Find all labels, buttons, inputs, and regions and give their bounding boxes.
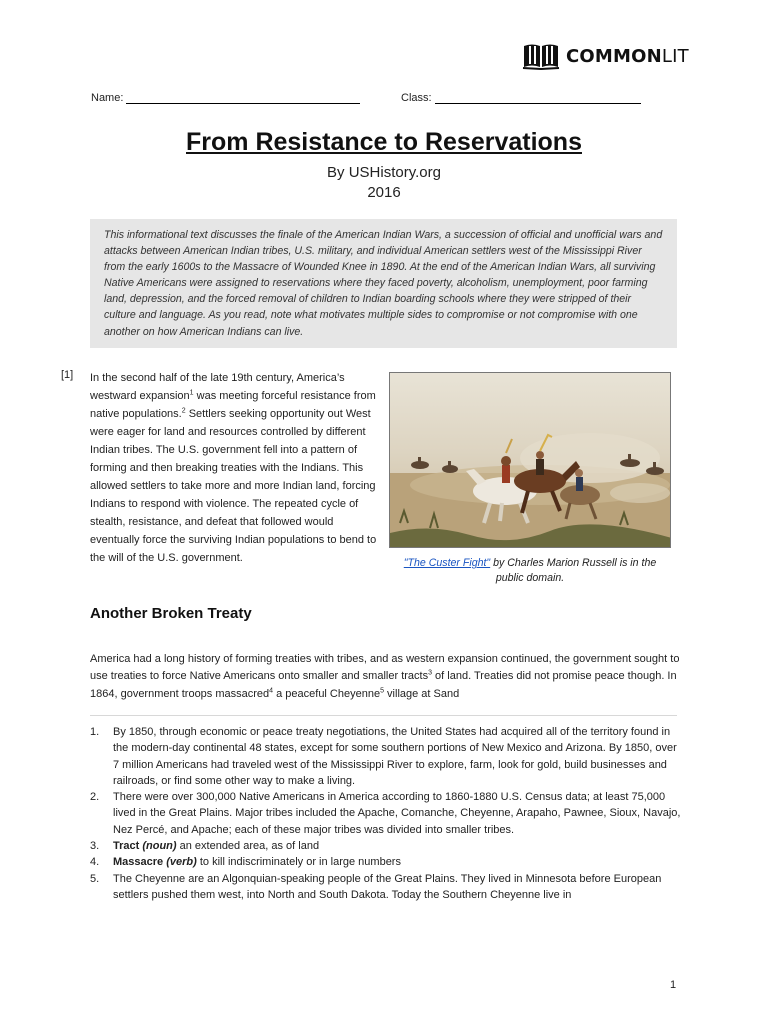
brand-name: COMMONLIT: [566, 45, 689, 67]
name-field[interactable]: [91, 91, 360, 104]
image-caption: "The Custer Fight" by Charles Marion Russell is in the public domain.: [403, 557, 657, 584]
commonlit-logo: [522, 42, 689, 70]
class-field[interactable]: [401, 91, 641, 104]
paragraph-2: America had a long history of forming treaties with tribes, and as western expansion continued, the government sought to use treaties to force Native Americans onto smaller and smaller tracts$^3$ of land. Treaties did not promise peace though. In 1864, government troops massacred$^4$ a peaceful Cheyenne$^5$ village at Sand: [90, 653, 680, 700]
custer-fight-painting: [389, 372, 671, 548]
footnote-ref-5[interactable]: 5: [380, 687, 384, 695]
footnote-item: 4. Massacre (verb) to kill indiscriminately or in large numbers: [90, 856, 401, 869]
name-label: Name:: [91, 92, 124, 104]
publication-year: 2016: [367, 184, 401, 201]
footnote-item: 3. Tract (noun) an extended area, as of land: [90, 840, 320, 853]
section-heading: Another Broken Treaty: [90, 605, 252, 622]
footnotes-list: [90, 724, 682, 903]
intro-summary: This informational text discusses the finale of the American Indian Wars, a succession of official and unofficial wars and attacks between American Indian tribes, U.S. military, and individual American settlers west of the Mississippi River from the early 1600s to the Massacre of Wounded Knee in 1890. At the end of the American Indian Wars, all surviving Native Americans were assigned to reservations where they faced poverty, alcoholism, unemployment, poor farming land, depression, and the forced removal of children to Indian boarding schools where they were stripped of their culture and language. As you read, note what motivates multiple sides to compromise or not compromise with one another on how American Indians can live.: [90, 219, 677, 348]
footnote-divider: [90, 715, 677, 716]
paragraph-number: [1]: [61, 369, 74, 381]
class-label: Class:: [401, 92, 432, 104]
byline: By USHistory.org: [327, 164, 441, 181]
footnote-ref-4[interactable]: 4: [269, 687, 274, 695]
footnote-ref-3[interactable]: 3: [428, 669, 432, 677]
class-line[interactable]: [435, 91, 641, 104]
footnote-ref-1[interactable]: 1: [189, 389, 194, 397]
footnote-item: 1. By 1850, through economic or peace treaty negotiations, the United States had acquired all of the territory found in the modern-day continental 48 states, except for some southern portions of New Mexico and Arizona. By 1850, over 7 million Americans had traveled west of the Mississippi River to explore, farm, look for gold, build businesses and railroads, or find some other way to make a living.: [90, 726, 677, 787]
page-number: 1: [670, 979, 677, 991]
book-icon: [522, 42, 560, 70]
footnote-item: 2. There were over 300,000 Native Americans in America according to 1860-1880 U.S. Census data; at least 75,000 lived in the Great Plains. Major tribes included the Apache, Comanche, Cheyenne, Arapaho, Pawnee, Sioux, Navajo, Nez Percé, and Apache; each of these major tribes was divided into smaller tribes.: [90, 791, 681, 836]
name-line[interactable]: [126, 91, 360, 104]
footnote-ref-2[interactable]: 2: [181, 407, 186, 415]
footnote-item: 5. The Cheyenne are an Algonquian-speaking people of the Great Plains. They lived in Minnesota before European settlers pushed them west, into North and South Dakota. Today the Southern Cheyenne live in: [90, 872, 662, 901]
paragraph-1: In the second half of the late 19th century, America’s westward expansion$^1$ was meeting forceful resistance from native populations.$^2$ Settlers seeking opportunity out West were eager for land and resources controlled by different Indian tribes. The U.S. government fell into a pattern of forming and then breaking treaties with the Indians. This allowed settlers to take more and more Indian land, forcing Indians to respond with violence. The repeated cycle of stealth, resistance, and defeat that followed would eventually force the surviving Indian populations to bend to the will of the U.S. government.: [90, 372, 377, 564]
page-title: From Resistance to Reservations: [186, 128, 582, 156]
painting-link[interactable]: "The Custer Fight": [403, 557, 491, 569]
